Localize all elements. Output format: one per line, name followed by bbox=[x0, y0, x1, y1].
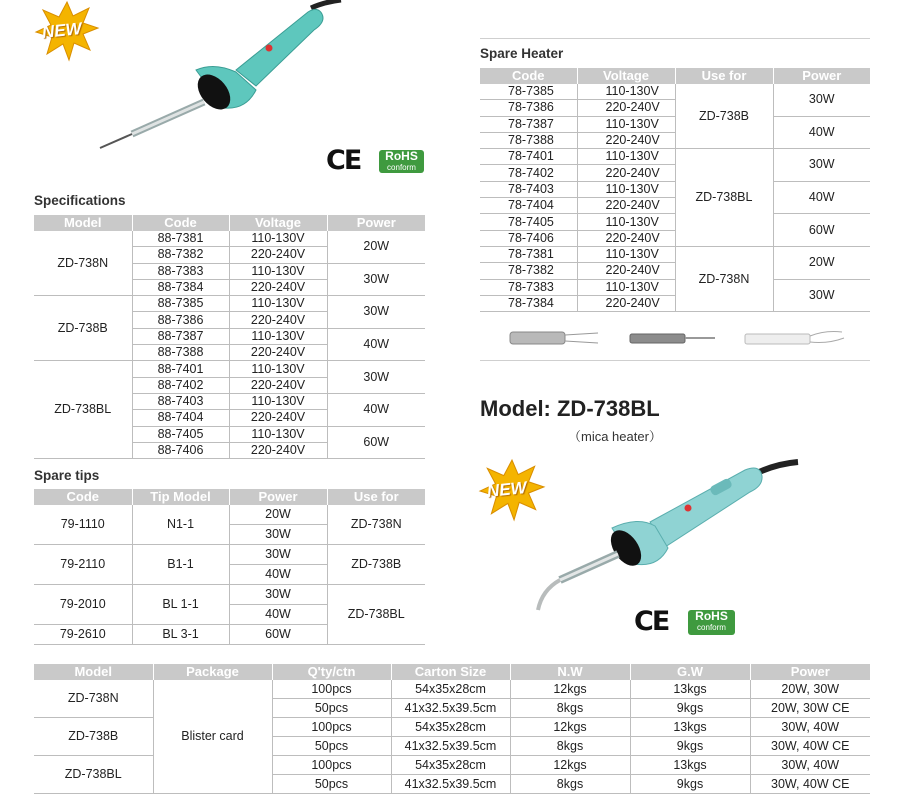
tips-header-power: Power bbox=[229, 489, 327, 505]
power-cell: 40W bbox=[773, 116, 870, 149]
code-cell: 88-7403 bbox=[132, 393, 229, 409]
voltage-cell: 110-130V bbox=[577, 246, 675, 262]
use-for-cell: ZD-738BL bbox=[327, 585, 425, 645]
voltage-cell: 220-240V bbox=[577, 295, 675, 311]
code-cell: 88-7386 bbox=[132, 312, 229, 328]
code-cell: 78-7406 bbox=[480, 230, 577, 246]
voltage-cell: 110-130V bbox=[229, 393, 327, 409]
table-row bbox=[34, 505, 425, 525]
specifications-table bbox=[34, 215, 425, 459]
voltage-cell: 110-130V bbox=[229, 426, 327, 442]
code-cell: 78-7401 bbox=[480, 149, 577, 165]
spec-header-voltage: Voltage bbox=[229, 215, 327, 231]
model-cell: ZD-738B bbox=[34, 718, 153, 756]
heater-element-image bbox=[510, 332, 598, 344]
model-subtitle: （mica heater） bbox=[568, 429, 662, 444]
code-cell: 88-7404 bbox=[132, 410, 229, 426]
voltage-cell: 110-130V bbox=[577, 149, 675, 165]
spare-tips-table bbox=[34, 489, 425, 645]
code-cell: 88-7405 bbox=[132, 426, 229, 442]
qty-cell: 50pcs bbox=[272, 699, 391, 718]
code-cell: 78-7402 bbox=[480, 165, 577, 181]
carton-size-cell: 41x32.5x39.5cm bbox=[391, 737, 510, 756]
power-cell: 60W bbox=[327, 426, 425, 459]
use-for-cell: ZD-738B bbox=[675, 84, 773, 149]
table-row bbox=[34, 296, 425, 312]
qty-cell: 100pcs bbox=[272, 756, 391, 775]
model-title: Model: ZD-738BL bbox=[480, 396, 660, 421]
heater-header-voltage: Voltage bbox=[577, 68, 675, 84]
power-cell: 40W bbox=[327, 393, 425, 426]
power-cell: 30W bbox=[327, 361, 425, 394]
code-cell: 78-7404 bbox=[480, 198, 577, 214]
power-cell: 30W bbox=[229, 525, 327, 545]
code-cell: 78-7388 bbox=[480, 132, 577, 148]
nw-cell: 12kgs bbox=[510, 718, 630, 737]
power-cell: 20W, 30W bbox=[750, 680, 870, 699]
tips-header-code: Code bbox=[34, 489, 132, 505]
power-cell: 40W bbox=[327, 328, 425, 361]
tips-header-use-for: Use for bbox=[327, 489, 425, 505]
power-cell: 30W bbox=[773, 149, 870, 182]
voltage-cell: 220-240V bbox=[229, 279, 327, 295]
spare-heater-title: Spare Heater bbox=[480, 46, 564, 61]
qty-cell: 50pcs bbox=[272, 775, 391, 794]
code-cell: 88-7381 bbox=[132, 231, 229, 247]
code-cell: 78-7384 bbox=[480, 295, 577, 311]
gw-cell: 13kgs bbox=[630, 756, 750, 775]
power-cell: 30W bbox=[327, 263, 425, 296]
power-cell: 60W bbox=[773, 214, 870, 247]
use-for-cell: ZD-738N bbox=[327, 505, 425, 545]
tip-model-cell: B1-1 bbox=[132, 545, 229, 585]
pack-header-nw: N.W bbox=[510, 664, 630, 680]
voltage-cell: 110-130V bbox=[229, 263, 327, 279]
power-cell: 60W bbox=[229, 625, 327, 645]
model-cell: ZD-738B bbox=[34, 296, 132, 361]
gw-cell: 13kgs bbox=[630, 680, 750, 699]
heater-header-use-for: Use for bbox=[675, 68, 773, 84]
voltage-cell: 110-130V bbox=[229, 361, 327, 377]
voltage-cell: 220-240V bbox=[229, 312, 327, 328]
voltage-cell: 110-130V bbox=[577, 116, 675, 132]
tips-header-tip-model: Tip Model bbox=[132, 489, 229, 505]
spec-header-model: Model bbox=[34, 215, 132, 231]
rohs-badge bbox=[688, 610, 735, 635]
spec-header-power: Power bbox=[327, 215, 425, 231]
spare-tips-title: Spare tips bbox=[34, 468, 100, 483]
voltage-cell: 110-130V bbox=[229, 328, 327, 344]
pack-header-power: Power bbox=[750, 664, 870, 680]
new-badge-text: NEW bbox=[41, 18, 83, 43]
ce-mark: CE bbox=[326, 145, 361, 176]
soldering-iron-image bbox=[530, 452, 800, 617]
table-row bbox=[34, 680, 870, 699]
table-row bbox=[480, 149, 870, 165]
voltage-cell: 220-240V bbox=[577, 165, 675, 181]
qty-cell: 100pcs bbox=[272, 680, 391, 699]
carton-size-cell: 41x32.5x39.5cm bbox=[391, 699, 510, 718]
carton-size-cell: 54x35x28cm bbox=[391, 756, 510, 775]
model-cell: ZD-738N bbox=[34, 680, 153, 718]
voltage-cell: 220-240V bbox=[229, 345, 327, 361]
divider bbox=[480, 38, 870, 39]
table-row bbox=[34, 231, 425, 247]
new-badge-text: NEW bbox=[486, 477, 528, 502]
power-cell: 30W bbox=[773, 279, 870, 312]
voltage-cell: 110-130V bbox=[577, 84, 675, 100]
code-cell: 88-7387 bbox=[132, 328, 229, 344]
code-cell: 79-2610 bbox=[34, 625, 132, 645]
rohs-title: RoHS bbox=[695, 609, 728, 623]
power-cell: 30W, 40W bbox=[750, 718, 870, 737]
code-cell: 88-7402 bbox=[132, 377, 229, 393]
code-cell: 88-7388 bbox=[132, 345, 229, 361]
gw-cell: 9kgs bbox=[630, 699, 750, 718]
voltage-cell: 110-130V bbox=[229, 296, 327, 312]
heater-header-power: Power bbox=[773, 68, 870, 84]
voltage-cell: 220-240V bbox=[577, 100, 675, 116]
voltage-cell: 220-240V bbox=[229, 442, 327, 458]
power-cell: 20W bbox=[229, 505, 327, 525]
code-cell: 79-2110 bbox=[34, 545, 132, 585]
code-cell: 88-7383 bbox=[132, 263, 229, 279]
table-row bbox=[480, 246, 870, 262]
soldering-iron-image bbox=[96, 0, 346, 150]
pack-header-qty: Q'ty/ctn bbox=[272, 664, 391, 680]
table-row bbox=[34, 585, 425, 605]
power-cell: 20W, 30W CE bbox=[750, 699, 870, 718]
code-cell: 78-7386 bbox=[480, 100, 577, 116]
carton-size-cell: 41x32.5x39.5cm bbox=[391, 775, 510, 794]
package-cell: Blister card bbox=[153, 680, 272, 794]
nw-cell: 8kgs bbox=[510, 737, 630, 756]
code-cell: 88-7382 bbox=[132, 247, 229, 263]
code-cell: 88-7385 bbox=[132, 296, 229, 312]
voltage-cell: 110-130V bbox=[577, 214, 675, 230]
code-cell: 88-7406 bbox=[132, 442, 229, 458]
power-cell: 40W bbox=[229, 605, 327, 625]
voltage-cell: 220-240V bbox=[577, 263, 675, 279]
gw-cell: 9kgs bbox=[630, 737, 750, 756]
voltage-cell: 110-130V bbox=[229, 231, 327, 247]
power-cell: 30W bbox=[229, 585, 327, 605]
power-cell: 30W, 40W bbox=[750, 756, 870, 775]
ce-mark: CE bbox=[634, 606, 669, 637]
use-for-cell: ZD-738N bbox=[675, 246, 773, 311]
nw-cell: 8kgs bbox=[510, 775, 630, 794]
code-cell: 88-7401 bbox=[132, 361, 229, 377]
voltage-cell: 220-240V bbox=[577, 198, 675, 214]
code-cell: 88-7384 bbox=[132, 279, 229, 295]
qty-cell: 100pcs bbox=[272, 718, 391, 737]
spare-heater-table bbox=[480, 68, 870, 312]
pack-header-gw: G.W bbox=[630, 664, 750, 680]
carton-size-cell: 54x35x28cm bbox=[391, 718, 510, 737]
power-cell: 20W bbox=[327, 231, 425, 263]
power-cell: 30W bbox=[327, 296, 425, 329]
gw-cell: 13kgs bbox=[630, 718, 750, 737]
packaging-table bbox=[34, 664, 870, 794]
code-cell: 78-7403 bbox=[480, 181, 577, 197]
tip-model-cell: BL 1-1 bbox=[132, 585, 229, 625]
code-cell: 78-7387 bbox=[480, 116, 577, 132]
heater-header-code: Code bbox=[480, 68, 577, 84]
pack-header-package: Package bbox=[153, 664, 272, 680]
gw-cell: 9kgs bbox=[630, 775, 750, 794]
power-cell: 30W, 40W CE bbox=[750, 737, 870, 756]
heater-element-image bbox=[630, 334, 715, 343]
new-badge bbox=[34, 0, 100, 62]
power-cell: 30W bbox=[773, 84, 870, 116]
power-cell: 20W bbox=[773, 246, 870, 279]
voltage-cell: 110-130V bbox=[577, 181, 675, 197]
nw-cell: 8kgs bbox=[510, 699, 630, 718]
voltage-cell: 220-240V bbox=[229, 247, 327, 263]
rohs-subtitle: conform bbox=[387, 163, 416, 172]
tip-model-cell: N1-1 bbox=[132, 505, 229, 545]
use-for-cell: ZD-738BL bbox=[675, 149, 773, 247]
qty-cell: 50pcs bbox=[272, 737, 391, 756]
code-cell: 78-7383 bbox=[480, 279, 577, 295]
table-row bbox=[34, 545, 425, 565]
code-cell: 79-2010 bbox=[34, 585, 132, 625]
model-cell: ZD-738N bbox=[34, 231, 132, 296]
voltage-cell: 220-240V bbox=[577, 132, 675, 148]
table-row bbox=[34, 361, 425, 377]
specifications-title: Specifications bbox=[34, 193, 126, 208]
nw-cell: 12kgs bbox=[510, 680, 630, 699]
voltage-cell: 220-240V bbox=[577, 230, 675, 246]
power-cell: 30W bbox=[229, 545, 327, 565]
spec-header-code: Code bbox=[132, 215, 229, 231]
voltage-cell: 220-240V bbox=[229, 410, 327, 426]
rohs-title: RoHS bbox=[385, 149, 418, 163]
model-cell: ZD-738BL bbox=[34, 361, 132, 459]
code-cell: 79-1110 bbox=[34, 505, 132, 545]
voltage-cell: 110-130V bbox=[577, 279, 675, 295]
nw-cell: 12kgs bbox=[510, 756, 630, 775]
rohs-subtitle: conform bbox=[697, 623, 726, 632]
use-for-cell: ZD-738B bbox=[327, 545, 425, 585]
code-cell: 78-7405 bbox=[480, 214, 577, 230]
heater-element-image bbox=[745, 332, 844, 345]
code-cell: 78-7381 bbox=[480, 246, 577, 262]
power-cell: 30W, 40W CE bbox=[750, 775, 870, 794]
tip-model-cell: BL 3-1 bbox=[132, 625, 229, 645]
carton-size-cell: 54x35x28cm bbox=[391, 680, 510, 699]
code-cell: 78-7382 bbox=[480, 263, 577, 279]
rohs-badge bbox=[379, 150, 424, 173]
table-row bbox=[480, 84, 870, 100]
pack-header-carton-size: Carton Size bbox=[391, 664, 510, 680]
power-cell: 40W bbox=[773, 181, 870, 214]
voltage-cell: 220-240V bbox=[229, 377, 327, 393]
pack-header-model: Model bbox=[34, 664, 153, 680]
model-cell: ZD-738BL bbox=[34, 756, 153, 794]
power-cell: 40W bbox=[229, 565, 327, 585]
heater-images-row bbox=[480, 318, 870, 361]
code-cell: 78-7385 bbox=[480, 84, 577, 100]
